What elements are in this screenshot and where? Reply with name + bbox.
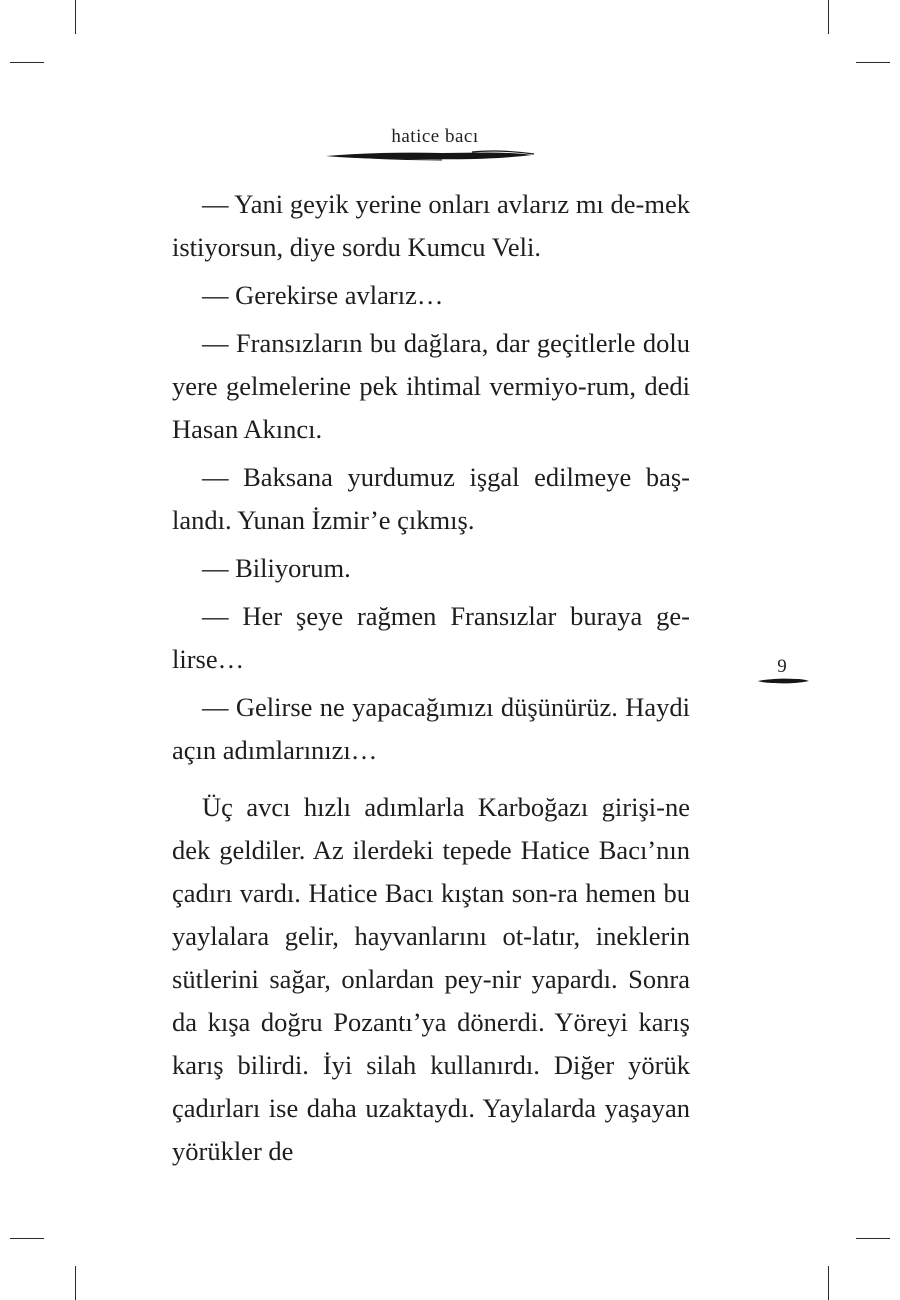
crop-mark-top-right (828, 0, 829, 34)
dialogue-paragraph: — Gerekirse avlarız… (202, 280, 444, 310)
dialogue-paragraph: — Yani geyik yerine onları avlarız mı de-mek istiyorsun, diye sordu Kumcu Veli. (172, 189, 690, 262)
dialogue-paragraph: — Baksana yurdumuz işgal edilmeye baş-landı. Yunan İzmir’e çıkmış. (172, 462, 690, 535)
page-number-brush-stroke-icon (756, 675, 810, 687)
dialogue-paragraph: — Her şeye rağmen Fransızlar buraya ge-lirse… (172, 601, 690, 674)
crop-mark-bottom-right (828, 1266, 829, 1300)
running-head: hatice bacı (391, 126, 479, 147)
crop-mark-right-bottom (856, 1238, 890, 1239)
body-text (172, 183, 690, 1178)
crop-mark-bottom-left (75, 1266, 76, 1300)
page-number: 9 (777, 656, 787, 677)
crop-mark-right-top (856, 62, 890, 63)
crop-mark-left-bottom (10, 1238, 44, 1239)
dialogue-paragraph: — Biliyorum. (202, 553, 351, 583)
crop-mark-left-top (10, 62, 44, 63)
crop-mark-top-left (75, 0, 76, 34)
header-brush-stroke-icon (322, 148, 536, 164)
narrative-paragraph: Üç avcı hızlı adımlarla Karboğazı girişi-ne dek geldiler. Az ilerdeki tepede Hatice Bacı’nın çadırı vardı. Hatice Bacı kıştan son-ra hemen bu yaylalara gelir, hayvanlarını ot-latır, ineklerin sütlerini sağar, onlardan pey-nir yapardı. Sonra da kışa doğru Pozantı’ya dönerdi. Yöreyi karış karış bilirdi. İyi silah kullanırdı. Diğer yörük çadırları ise daha uzaktaydı. Yaylalarda yaşayan yörükler de (172, 792, 690, 1166)
dialogue-paragraph: — Gelirse ne yapacağımızı düşünürüz. Haydi açın adımlarınızı… (172, 692, 690, 765)
dialogue-paragraph: — Fransızların bu dağlara, dar geçitlerle dolu yere gelmelerine pek ihtimal vermiyo-rum, dedi Hasan Akıncı. (172, 328, 690, 444)
